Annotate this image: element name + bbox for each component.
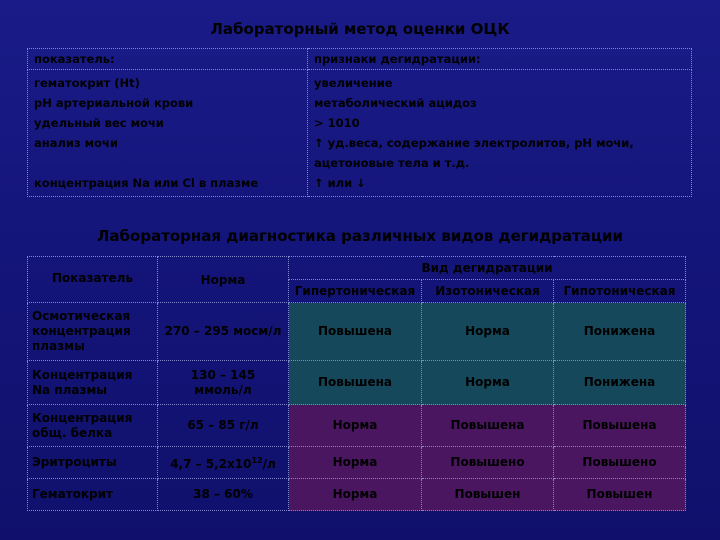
sign-density: > 1010 bbox=[314, 116, 360, 130]
sign-acidosis: метаболический ацидоз bbox=[314, 96, 477, 110]
table-row bbox=[28, 479, 686, 511]
cell-hypotonic: Понижена bbox=[554, 303, 686, 361]
header-indicator: Показатель bbox=[28, 257, 158, 303]
header-indicator: показатель: bbox=[28, 49, 308, 70]
sign-urinalysis: ↑ уд.веса, содержание электролитов, pH мочи, bbox=[314, 136, 634, 150]
header-isotonic: Изотоническая bbox=[422, 280, 554, 303]
row-indicator: Эритроциты bbox=[28, 447, 158, 479]
row-norm bbox=[158, 447, 289, 479]
cell-hypotonic: Повышена bbox=[554, 405, 686, 447]
row-indicator-line: Концентрация bbox=[32, 410, 133, 425]
cell-hypotonic: Повышено bbox=[554, 447, 686, 479]
cell-hypotonic: Повышен bbox=[554, 479, 686, 511]
sign-na-cl: ↑ или ↓ bbox=[314, 176, 366, 190]
cell-isotonic: Повышен bbox=[422, 479, 554, 511]
norm-unit: /л bbox=[262, 457, 276, 471]
sign-increase: увеличение bbox=[314, 76, 393, 90]
cell-hypotonic: Понижена bbox=[554, 361, 686, 405]
row-indicator-line: Концентрация bbox=[32, 367, 133, 382]
indicator-urine-density: удельный вес мочи bbox=[34, 116, 164, 130]
row-indicator-line: общ. белка bbox=[32, 425, 113, 440]
table-row bbox=[28, 405, 686, 447]
table-row bbox=[28, 447, 686, 479]
slide-title-blood-volume: Лабораторный метод оценки ОЦК bbox=[210, 20, 510, 38]
cell-isotonic: Норма bbox=[422, 303, 554, 361]
norm-exponent: 12 bbox=[251, 456, 263, 465]
header-hypotonic: Гипотоническая bbox=[554, 280, 686, 303]
row-norm-line: 130 – 145 bbox=[190, 367, 256, 382]
table-row bbox=[28, 303, 686, 361]
cell-hypertonic: Норма bbox=[289, 447, 422, 479]
dehydration-table bbox=[27, 256, 686, 511]
table-row bbox=[28, 70, 692, 197]
cell-hypertonic: Повышена bbox=[289, 361, 422, 405]
signs-list bbox=[308, 70, 692, 197]
row-indicator bbox=[28, 405, 158, 447]
row-indicator-line: плазмы bbox=[32, 339, 85, 353]
table-header-row bbox=[28, 49, 692, 70]
row-norm: 38 – 60% bbox=[158, 479, 289, 511]
norm-value: 4,7 – 5,2х10 bbox=[170, 457, 252, 471]
row-norm bbox=[158, 361, 289, 405]
row-norm: 270 – 295 мосм/л bbox=[158, 303, 289, 361]
row-norm: 65 – 85 г/л bbox=[158, 405, 289, 447]
indicator-hematocrit: гематокрит (Ht) bbox=[34, 76, 140, 90]
indicator-arterial-ph: pH артериальной крови bbox=[34, 96, 194, 110]
header-norm: Норма bbox=[158, 257, 289, 303]
slide-title-diagnostics: Лабораторная диагностика различных видов дегидратации bbox=[96, 227, 624, 245]
cell-isotonic: Повышена bbox=[422, 405, 554, 447]
row-indicator: Гематокрит bbox=[28, 479, 158, 511]
table-row bbox=[28, 361, 686, 405]
row-indicator-line: Осмотическая bbox=[32, 309, 131, 323]
cell-hypertonic: Норма bbox=[289, 405, 422, 447]
indicator-na-cl: концентрация Na или Cl в плазме bbox=[34, 176, 259, 190]
indicator-list bbox=[28, 70, 308, 197]
header-dehydration-type: Вид дегидратации bbox=[289, 257, 686, 280]
table-header-row bbox=[28, 257, 686, 280]
indicator-urinalysis: анализ мочи bbox=[34, 136, 118, 150]
sign-urinalysis-cont: ацетоновые тела и т.д. bbox=[314, 156, 470, 170]
row-indicator-line: концентрация bbox=[32, 324, 131, 338]
blood-volume-table bbox=[27, 48, 692, 197]
cell-hypertonic: Повышена bbox=[289, 303, 422, 361]
cell-hypertonic: Норма bbox=[289, 479, 422, 511]
row-norm-line: ммоль/л bbox=[194, 382, 252, 397]
row-indicator bbox=[28, 361, 158, 405]
header-signs: признаки дегидратации: bbox=[308, 49, 692, 70]
spacer bbox=[34, 153, 301, 173]
row-indicator bbox=[28, 303, 158, 361]
cell-isotonic: Повышено bbox=[422, 447, 554, 479]
row-indicator-line: Na плазмы bbox=[32, 382, 108, 397]
cell-isotonic: Норма bbox=[422, 361, 554, 405]
header-hypertonic: Гипертоническая bbox=[289, 280, 422, 303]
